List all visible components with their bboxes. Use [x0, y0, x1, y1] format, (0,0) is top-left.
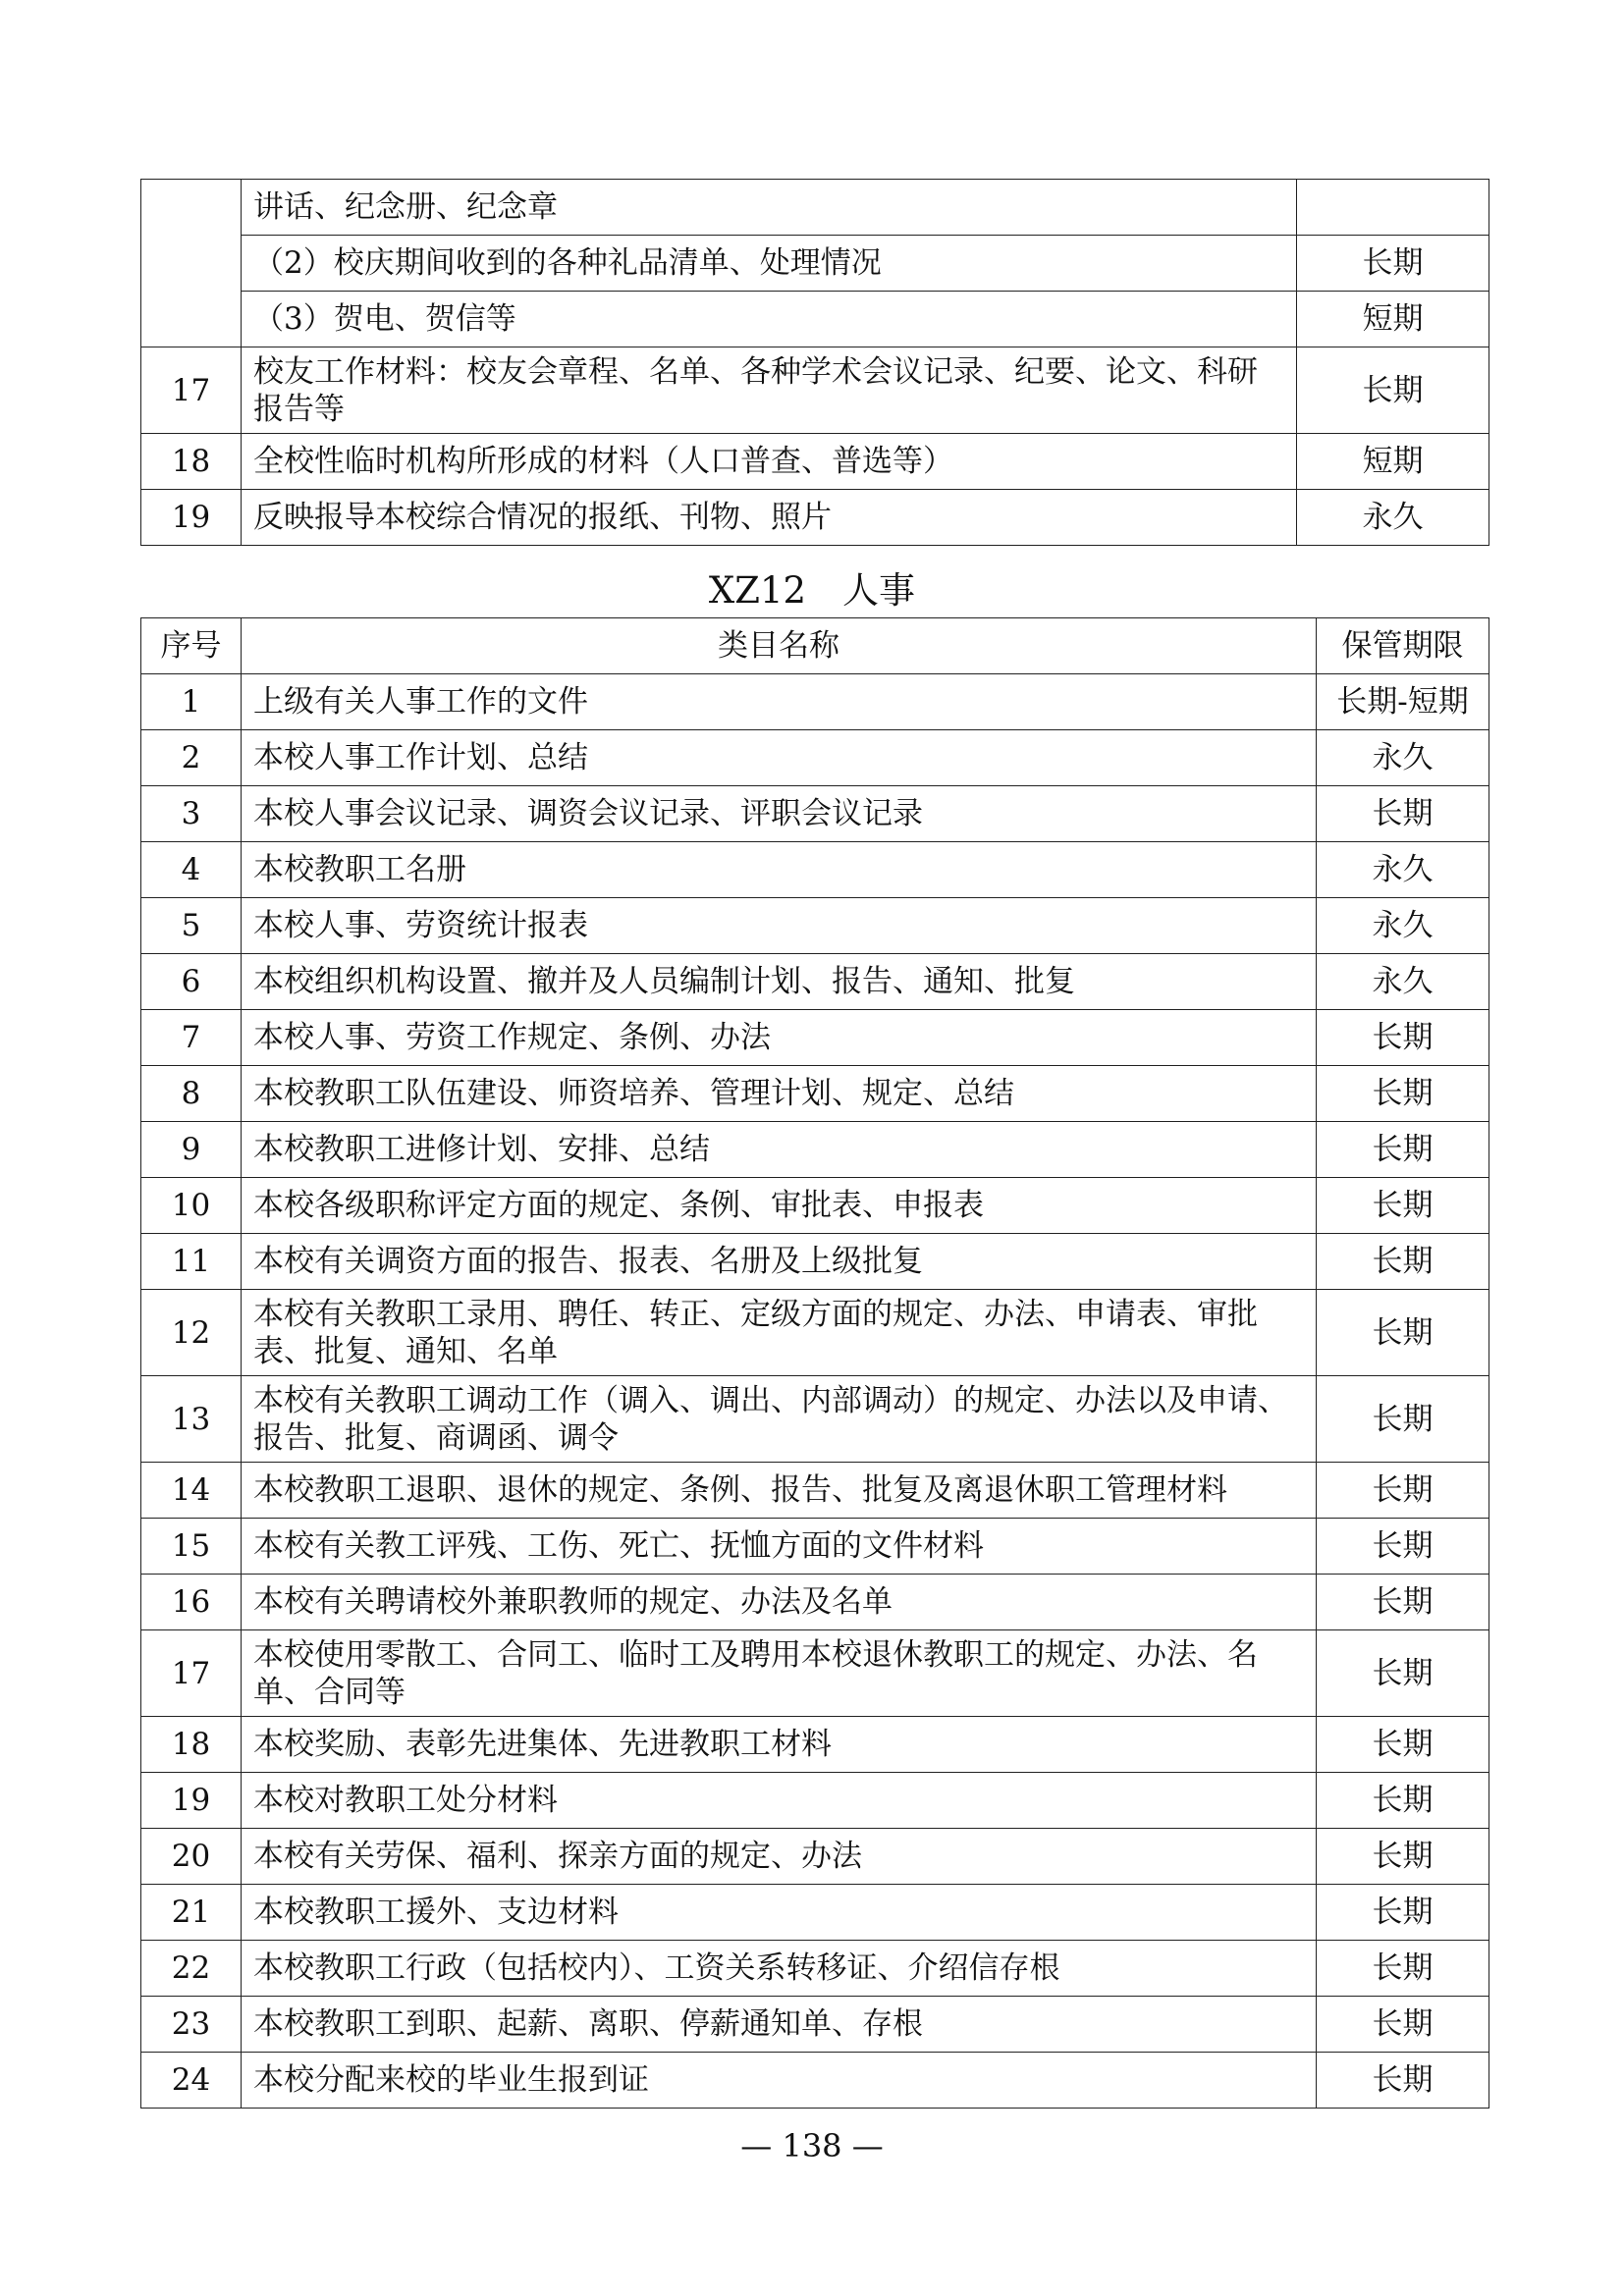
category-name: 本校分配来校的毕业生报到证 [242, 2053, 1317, 2109]
page-number: — 138 — [740, 2127, 884, 2164]
table-row [141, 2053, 1489, 2109]
table-row [141, 1717, 1489, 1773]
category-name: 本校教职工到职、起薪、离职、停薪通知单、存根 [242, 1997, 1317, 2053]
row-number [141, 180, 242, 347]
table-row [141, 1885, 1489, 1941]
category-name: 本校有关教职工录用、聘任、转正、定级方面的规定、办法、申请表、审批表、批复、通知、名单 [242, 1290, 1317, 1376]
table-row [141, 1773, 1489, 1829]
retention-period: 永久 [1317, 730, 1489, 786]
retention-period: 长期 [1317, 1234, 1489, 1290]
header-number: 序号 [141, 618, 242, 674]
retention-period: 长期 [1317, 1519, 1489, 1575]
category-name: 本校人事工作计划、总结 [242, 730, 1317, 786]
retention-period: 永久 [1317, 842, 1489, 898]
retention-period: 长期 [1317, 786, 1489, 842]
header-retention-period: 保管期限 [1317, 618, 1489, 674]
retention-period: 永久 [1297, 490, 1489, 546]
row-number: 2 [141, 730, 242, 786]
row-number: 4 [141, 842, 242, 898]
retention-period [1297, 180, 1489, 236]
row-number: 20 [141, 1829, 242, 1885]
category-name: 校友工作材料：校友会章程、名单、各种学术会议记录、纪要、论文、科研报告等 [242, 347, 1297, 434]
row-number: 23 [141, 1997, 242, 2053]
table-row [141, 347, 1489, 434]
table-row [141, 1122, 1489, 1178]
personnel-catalog-table [140, 617, 1489, 2109]
category-name: 本校有关教工评残、工伤、死亡、抚恤方面的文件材料 [242, 1519, 1317, 1575]
row-number: 1 [141, 674, 242, 730]
table-row [141, 1290, 1489, 1376]
table-header-row [141, 618, 1489, 674]
table-row [141, 1066, 1489, 1122]
category-name: 本校教职工退职、退休的规定、条例、报告、批复及离退休职工管理材料 [242, 1463, 1317, 1519]
row-number: 18 [141, 1717, 242, 1773]
row-number: 19 [141, 490, 242, 546]
table-row [141, 898, 1489, 954]
category-name: 本校有关聘请校外兼职教师的规定、办法及名单 [242, 1575, 1317, 1630]
retention-period: 长期 [1317, 1122, 1489, 1178]
category-name: 反映报导本校综合情况的报纸、刊物、照片 [242, 490, 1297, 546]
retention-period: 长期 [1317, 1290, 1489, 1376]
category-name: 本校各级职称评定方面的规定、条例、审批表、申报表 [242, 1178, 1317, 1234]
row-number: 21 [141, 1885, 242, 1941]
category-name: 本校教职工行政（包括校内）、工资关系转移证、介绍信存根 [242, 1941, 1317, 1997]
retention-period: 长期 [1317, 1575, 1489, 1630]
category-name: （2）校庆期间收到的各种礼品清单、处理情况 [242, 236, 1297, 292]
header-category-name: 类目名称 [242, 618, 1317, 674]
row-number: 10 [141, 1178, 242, 1234]
row-number: 18 [141, 434, 242, 490]
retention-period: 长期 [1317, 2053, 1489, 2109]
retention-period: 长期 [1317, 1178, 1489, 1234]
table-row [141, 1575, 1489, 1630]
retention-period: 永久 [1317, 954, 1489, 1010]
table-row [141, 786, 1489, 842]
row-number: 8 [141, 1066, 242, 1122]
table-row [141, 1630, 1489, 1717]
retention-period: 长期 [1317, 1941, 1489, 1997]
retention-period: 长期 [1317, 1630, 1489, 1717]
category-name: 本校教职工队伍建设、师资培养、管理计划、规定、总结 [242, 1066, 1317, 1122]
category-name: 讲话、纪念册、纪念章 [242, 180, 1297, 236]
row-number: 12 [141, 1290, 242, 1376]
row-number: 11 [141, 1234, 242, 1290]
retention-period: 长期 [1317, 1717, 1489, 1773]
row-number: 16 [141, 1575, 242, 1630]
category-name: 全校性临时机构所形成的材料（人口普查、普选等） [242, 434, 1297, 490]
row-number: 3 [141, 786, 242, 842]
category-name: 本校有关调资方面的报告、报表、名册及上级批复 [242, 1234, 1317, 1290]
category-name: 上级有关人事工作的文件 [242, 674, 1317, 730]
row-number: 13 [141, 1376, 242, 1463]
retention-period: 长期 [1317, 1885, 1489, 1941]
table-row [141, 954, 1489, 1010]
row-number: 22 [141, 1941, 242, 1997]
row-number: 7 [141, 1010, 242, 1066]
table-row [141, 1519, 1489, 1575]
table-row [141, 730, 1489, 786]
table-row [141, 434, 1489, 490]
table-row [141, 1178, 1489, 1234]
retention-period: 长期-短期 [1317, 674, 1489, 730]
retention-period: 长期 [1297, 236, 1489, 292]
category-name: 本校使用零散工、合同工、临时工及聘用本校退休教职工的规定、办法、名单、合同等 [242, 1630, 1317, 1717]
category-name: 本校教职工名册 [242, 842, 1317, 898]
category-name: 本校教职工援外、支边材料 [242, 1885, 1317, 1941]
table-row [141, 490, 1489, 546]
retention-period: 长期 [1317, 1376, 1489, 1463]
previous-section-table [140, 179, 1489, 546]
row-number: 9 [141, 1122, 242, 1178]
retention-period: 长期 [1317, 1463, 1489, 1519]
row-number: 15 [141, 1519, 242, 1575]
row-number: 17 [141, 1630, 242, 1717]
category-name: （3）贺电、贺信等 [242, 292, 1297, 347]
table-row [141, 292, 1489, 347]
retention-period: 长期 [1317, 1773, 1489, 1829]
row-number: 19 [141, 1773, 242, 1829]
table-row [141, 842, 1489, 898]
table-row [141, 1376, 1489, 1463]
retention-period: 长期 [1317, 1997, 1489, 2053]
retention-period: 长期 [1297, 347, 1489, 434]
category-name: 本校奖励、表彰先进集体、先进教职工材料 [242, 1717, 1317, 1773]
category-name: 本校对教职工处分材料 [242, 1773, 1317, 1829]
table-row [141, 1234, 1489, 1290]
row-number: 24 [141, 2053, 242, 2109]
category-name: 本校有关劳保、福利、探亲方面的规定、办法 [242, 1829, 1317, 1885]
category-name: 本校人事、劳资统计报表 [242, 898, 1317, 954]
table-row [141, 236, 1489, 292]
retention-period: 长期 [1317, 1066, 1489, 1122]
table-row [141, 1997, 1489, 2053]
retention-period: 永久 [1317, 898, 1489, 954]
category-name: 本校组织机构设置、撤并及人员编制计划、报告、通知、批复 [242, 954, 1317, 1010]
retention-period: 短期 [1297, 292, 1489, 347]
table-row [141, 674, 1489, 730]
table-body [141, 674, 1489, 2109]
row-number: 5 [141, 898, 242, 954]
section-title: XZ12 人事 [708, 569, 916, 612]
table-row [141, 1941, 1489, 1997]
table-row [141, 1463, 1489, 1519]
category-name: 本校有关教职工调动工作（调入、调出、内部调动）的规定、办法以及申请、报告、批复、商调函、调令 [242, 1376, 1317, 1463]
category-name: 本校人事会议记录、调资会议记录、评职会议记录 [242, 786, 1317, 842]
table-row [141, 1010, 1489, 1066]
retention-period: 长期 [1317, 1829, 1489, 1885]
table-row [141, 1829, 1489, 1885]
row-number: 14 [141, 1463, 242, 1519]
category-name: 本校教职工进修计划、安排、总结 [242, 1122, 1317, 1178]
retention-period: 长期 [1317, 1010, 1489, 1066]
category-name: 本校人事、劳资工作规定、条例、办法 [242, 1010, 1317, 1066]
row-number: 17 [141, 347, 242, 434]
retention-period: 短期 [1297, 434, 1489, 490]
table-row [141, 180, 1489, 236]
row-number: 6 [141, 954, 242, 1010]
